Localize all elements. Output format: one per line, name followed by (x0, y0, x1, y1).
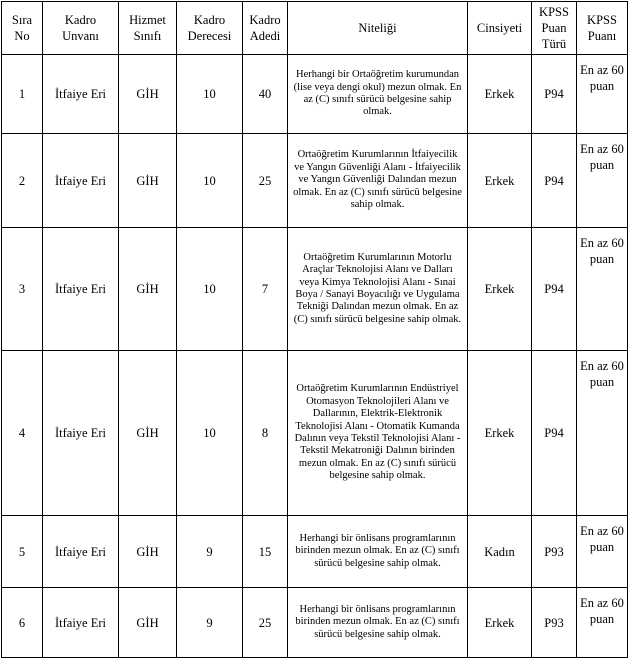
cell-kpss-puani: En az 60 puan (577, 588, 628, 658)
cell-kadro-adedi: 7 (243, 228, 288, 351)
cell-kpss-puan-turu: P94 (532, 351, 577, 516)
cell-kadro-derecesi: 10 (177, 55, 243, 134)
cell-niteligi: Ortaöğretim Kurumlarının Endüstriyel Otomasyon Teknolojileri Alanı ve Dallarının, Elektrik-Elektronik Teknolojisi Alanı - Otomatik Kumanda Dalının veya Tekstil Teknolojisi Alanı - Tekstil Mekatroniği Dalının birinden mezun olmak. En az (C) sınıfı sürücü belgesine sahip olmak. (288, 351, 468, 516)
table-row (2, 55, 628, 134)
table-row (2, 228, 628, 351)
cell-kpss-puani: En az 60 puan (577, 351, 628, 516)
cell-kpss-puani: En az 60 puan (577, 516, 628, 588)
cell-kadro-derecesi: 10 (177, 134, 243, 228)
cell-niteligi: Ortaöğretim Kurumlarının İtfaiyecilik ve Yangın Güvenliği Alanı - İtfaiyecilik ve Yangın Güvenliği Dalından mezun olmak. En az (C) sınıfı sürücü belgesine sahip olmak. (288, 134, 468, 228)
cell-hizmet-sinifi: GİH (119, 55, 177, 134)
cell-hizmet-sinifi: GİH (119, 134, 177, 228)
cell-kadro-unvani: İtfaiye Eri (43, 516, 119, 588)
cell-kpss-puan-turu: P94 (532, 228, 577, 351)
cell-hizmet-sinifi: GİH (119, 588, 177, 658)
cell-kadro-unvani: İtfaiye Eri (43, 228, 119, 351)
kadro-table (1, 1, 628, 658)
cell-niteligi: Herhangi bir önlisans programlarının birinden mezun olmak. En az (C) sınıfı sürücü belgesine sahip olmak. (288, 516, 468, 588)
header-sira-no: Sıra No (2, 2, 43, 55)
header-cinsiyeti: Cinsiyeti (468, 2, 532, 55)
cell-niteligi: Ortaöğretim Kurumlarının Motorlu Araçlar Teknolojisi Alanı ve Dalları veya Kimya Teknolojisi Alanı - Sınai Boya / Sanayi Boyacılığı ve Uygulama Tekniği Dalından mezun olmak. En az (C) sınıfı sürücü belgesine sahip olmak. (288, 228, 468, 351)
cell-sira-no: 4 (2, 351, 43, 516)
header-row (2, 2, 628, 55)
cell-kadro-adedi: 40 (243, 55, 288, 134)
cell-kadro-unvani: İtfaiye Eri (43, 55, 119, 134)
cell-cinsiyeti: Erkek (468, 55, 532, 134)
header-kadro-unvani: Kadro Unvanı (43, 2, 119, 55)
cell-kadro-derecesi: 9 (177, 588, 243, 658)
header-kadro-derecesi: Kadro Derecesi (177, 2, 243, 55)
cell-kadro-derecesi: 10 (177, 228, 243, 351)
cell-hizmet-sinifi: GİH (119, 516, 177, 588)
cell-kadro-derecesi: 9 (177, 516, 243, 588)
cell-kpss-puani: En az 60 puan (577, 55, 628, 134)
table-row (2, 351, 628, 516)
cell-cinsiyeti: Erkek (468, 228, 532, 351)
cell-kpss-puan-turu: P94 (532, 55, 577, 134)
cell-sira-no: 5 (2, 516, 43, 588)
header-hizmet-sinifi: Hizmet Sınıfı (119, 2, 177, 55)
cell-kadro-unvani: İtfaiye Eri (43, 588, 119, 658)
cell-kpss-puani: En az 60 puan (577, 228, 628, 351)
header-niteligi: Niteliği (288, 2, 468, 55)
cell-kadro-unvani: İtfaiye Eri (43, 351, 119, 516)
cell-kadro-adedi: 15 (243, 516, 288, 588)
cell-kadro-adedi: 25 (243, 588, 288, 658)
cell-kadro-derecesi: 10 (177, 351, 243, 516)
cell-kpss-puani: En az 60 puan (577, 134, 628, 228)
cell-hizmet-sinifi: GİH (119, 228, 177, 351)
cell-sira-no: 3 (2, 228, 43, 351)
cell-kpss-puan-turu: P94 (532, 134, 577, 228)
cell-cinsiyeti: Erkek (468, 351, 532, 516)
header-kpss-puani: KPSS Puanı (577, 2, 628, 55)
cell-cinsiyeti: Erkek (468, 588, 532, 658)
cell-sira-no: 2 (2, 134, 43, 228)
cell-kpss-puan-turu: P93 (532, 588, 577, 658)
header-kadro-adedi: Kadro Adedi (243, 2, 288, 55)
cell-kpss-puan-turu: P93 (532, 516, 577, 588)
header-kpss-puan-turu: KPSS Puan Türü (532, 2, 577, 55)
cell-sira-no: 1 (2, 55, 43, 134)
table-row (2, 516, 628, 588)
cell-cinsiyeti: Kadın (468, 516, 532, 588)
cell-kadro-unvani: İtfaiye Eri (43, 134, 119, 228)
table-row (2, 588, 628, 658)
cell-hizmet-sinifi: GİH (119, 351, 177, 516)
cell-niteligi: Herhangi bir Ortaöğretim kurumundan (lise veya dengi okul) mezun olmak. En az (C) sınıfı sürücü belgesine sahip olmak. (288, 55, 468, 134)
cell-niteligi: Herhangi bir önlisans programlarının birinden mezun olmak. En az (C) sınıfı sürücü belgesine sahip olmak. (288, 588, 468, 658)
cell-kadro-adedi: 8 (243, 351, 288, 516)
table-row (2, 134, 628, 228)
cell-sira-no: 6 (2, 588, 43, 658)
cell-cinsiyeti: Erkek (468, 134, 532, 228)
cell-kadro-adedi: 25 (243, 134, 288, 228)
